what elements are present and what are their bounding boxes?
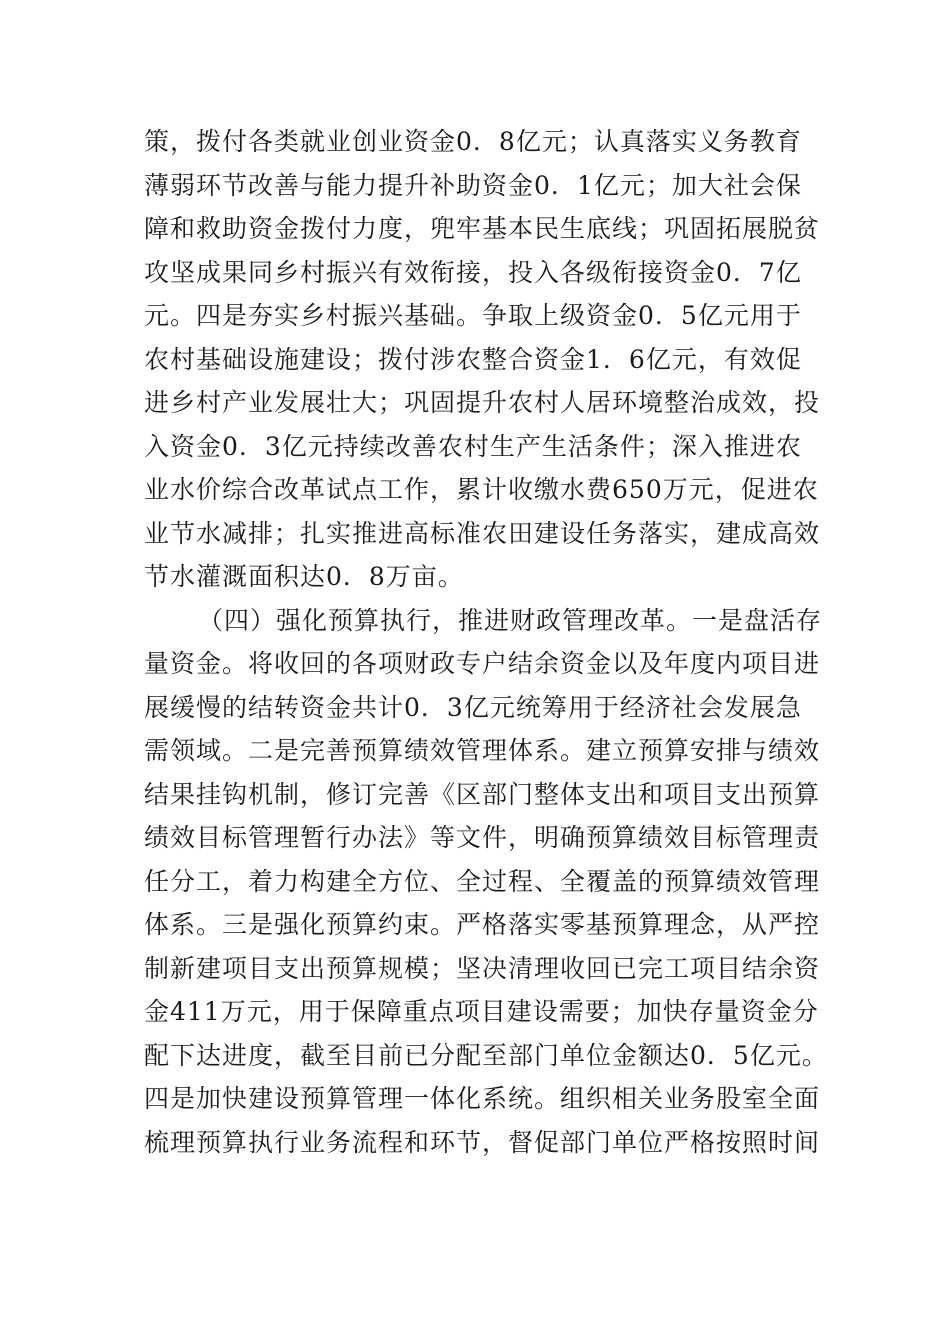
text-line: 四是加快建设预算管理一体化系统。组织相关业务股室全面 bbox=[144, 1084, 821, 1113]
section-heading-line: （四）强化预算执行，推进财政管理改革。一是盘活存 bbox=[198, 605, 823, 635]
text-line: 进乡村产业发展壮大；巩固提升农村人居环境整治成效，投 bbox=[144, 388, 821, 417]
body-text bbox=[144, 120, 828, 1164]
text-line: 配下达进度，截至目前已分配至部门单位金额达0．5亿元。 bbox=[144, 1040, 828, 1070]
text-line: 需领域。二是完善预算绩效管理体系。建立预算安排与绩效 bbox=[144, 736, 821, 765]
text-line: 展缓慢的结转资金共计0．3亿元统筹用于经济社会发展急 bbox=[144, 692, 802, 722]
text-line: 任分工，着力构建全方位、全过程、全覆盖的预算绩效管理 bbox=[144, 866, 821, 896]
text-line: 体系。三是强化预算约束。严格落实零基预算理念，从严控 bbox=[144, 910, 821, 939]
text-line: 业节水减排；扎实推进高标准农田建设任务落实，建成高效 bbox=[144, 518, 821, 548]
text-line: 金411万元，用于保障重点项目建设需要；加快存量资金分 bbox=[144, 997, 819, 1026]
text-line: 量资金。将收回的各项财政专户结余资金以及年度内项目进 bbox=[144, 649, 821, 678]
text-line: 农村基础设施建设；拨付涉农整合资金1．6亿元，有效促 bbox=[144, 344, 802, 374]
text-line: 制新建项目支出预算规模；坚决清理收回已完工项目结余资 bbox=[144, 953, 821, 983]
text-line: 节水灌溉面积达0．8万亩。 bbox=[144, 562, 464, 591]
text-line: 绩效目标管理暂行办法》等文件，明确预算绩效目标管理责 bbox=[144, 823, 821, 852]
text-line: 薄弱环节改善与能力提升补助资金0．1亿元；加大社会保 bbox=[144, 170, 802, 200]
text-line: 策，拨付各类就业创业资金0．8亿元；认真落实义务教育 bbox=[144, 127, 802, 156]
text-line: 障和救助资金拨付力度，兜牢基本民生底线；巩固拓展脱贫 bbox=[144, 214, 821, 243]
text-line: 结果挂钩机制，修订完善《区部门整体支出和项目支出预算 bbox=[144, 779, 821, 809]
text-line: 攻坚成果同乡村振兴有效衔接，投入各级衔接资金0．7亿 bbox=[144, 257, 802, 287]
text-line: 业水价综合改革试点工作，累计收缴水费650万元，促进农 bbox=[144, 475, 819, 504]
text-line: 元。四是夯实乡村振兴基础。争取上级资金0．5亿元用于 bbox=[144, 301, 802, 330]
text-line: 入资金0．3亿元持续改善农村生产生活条件；深入推进农 bbox=[144, 431, 802, 461]
text-line: 梳理预算执行业务流程和环节，督促部门单位严格按照时间 bbox=[144, 1127, 821, 1157]
